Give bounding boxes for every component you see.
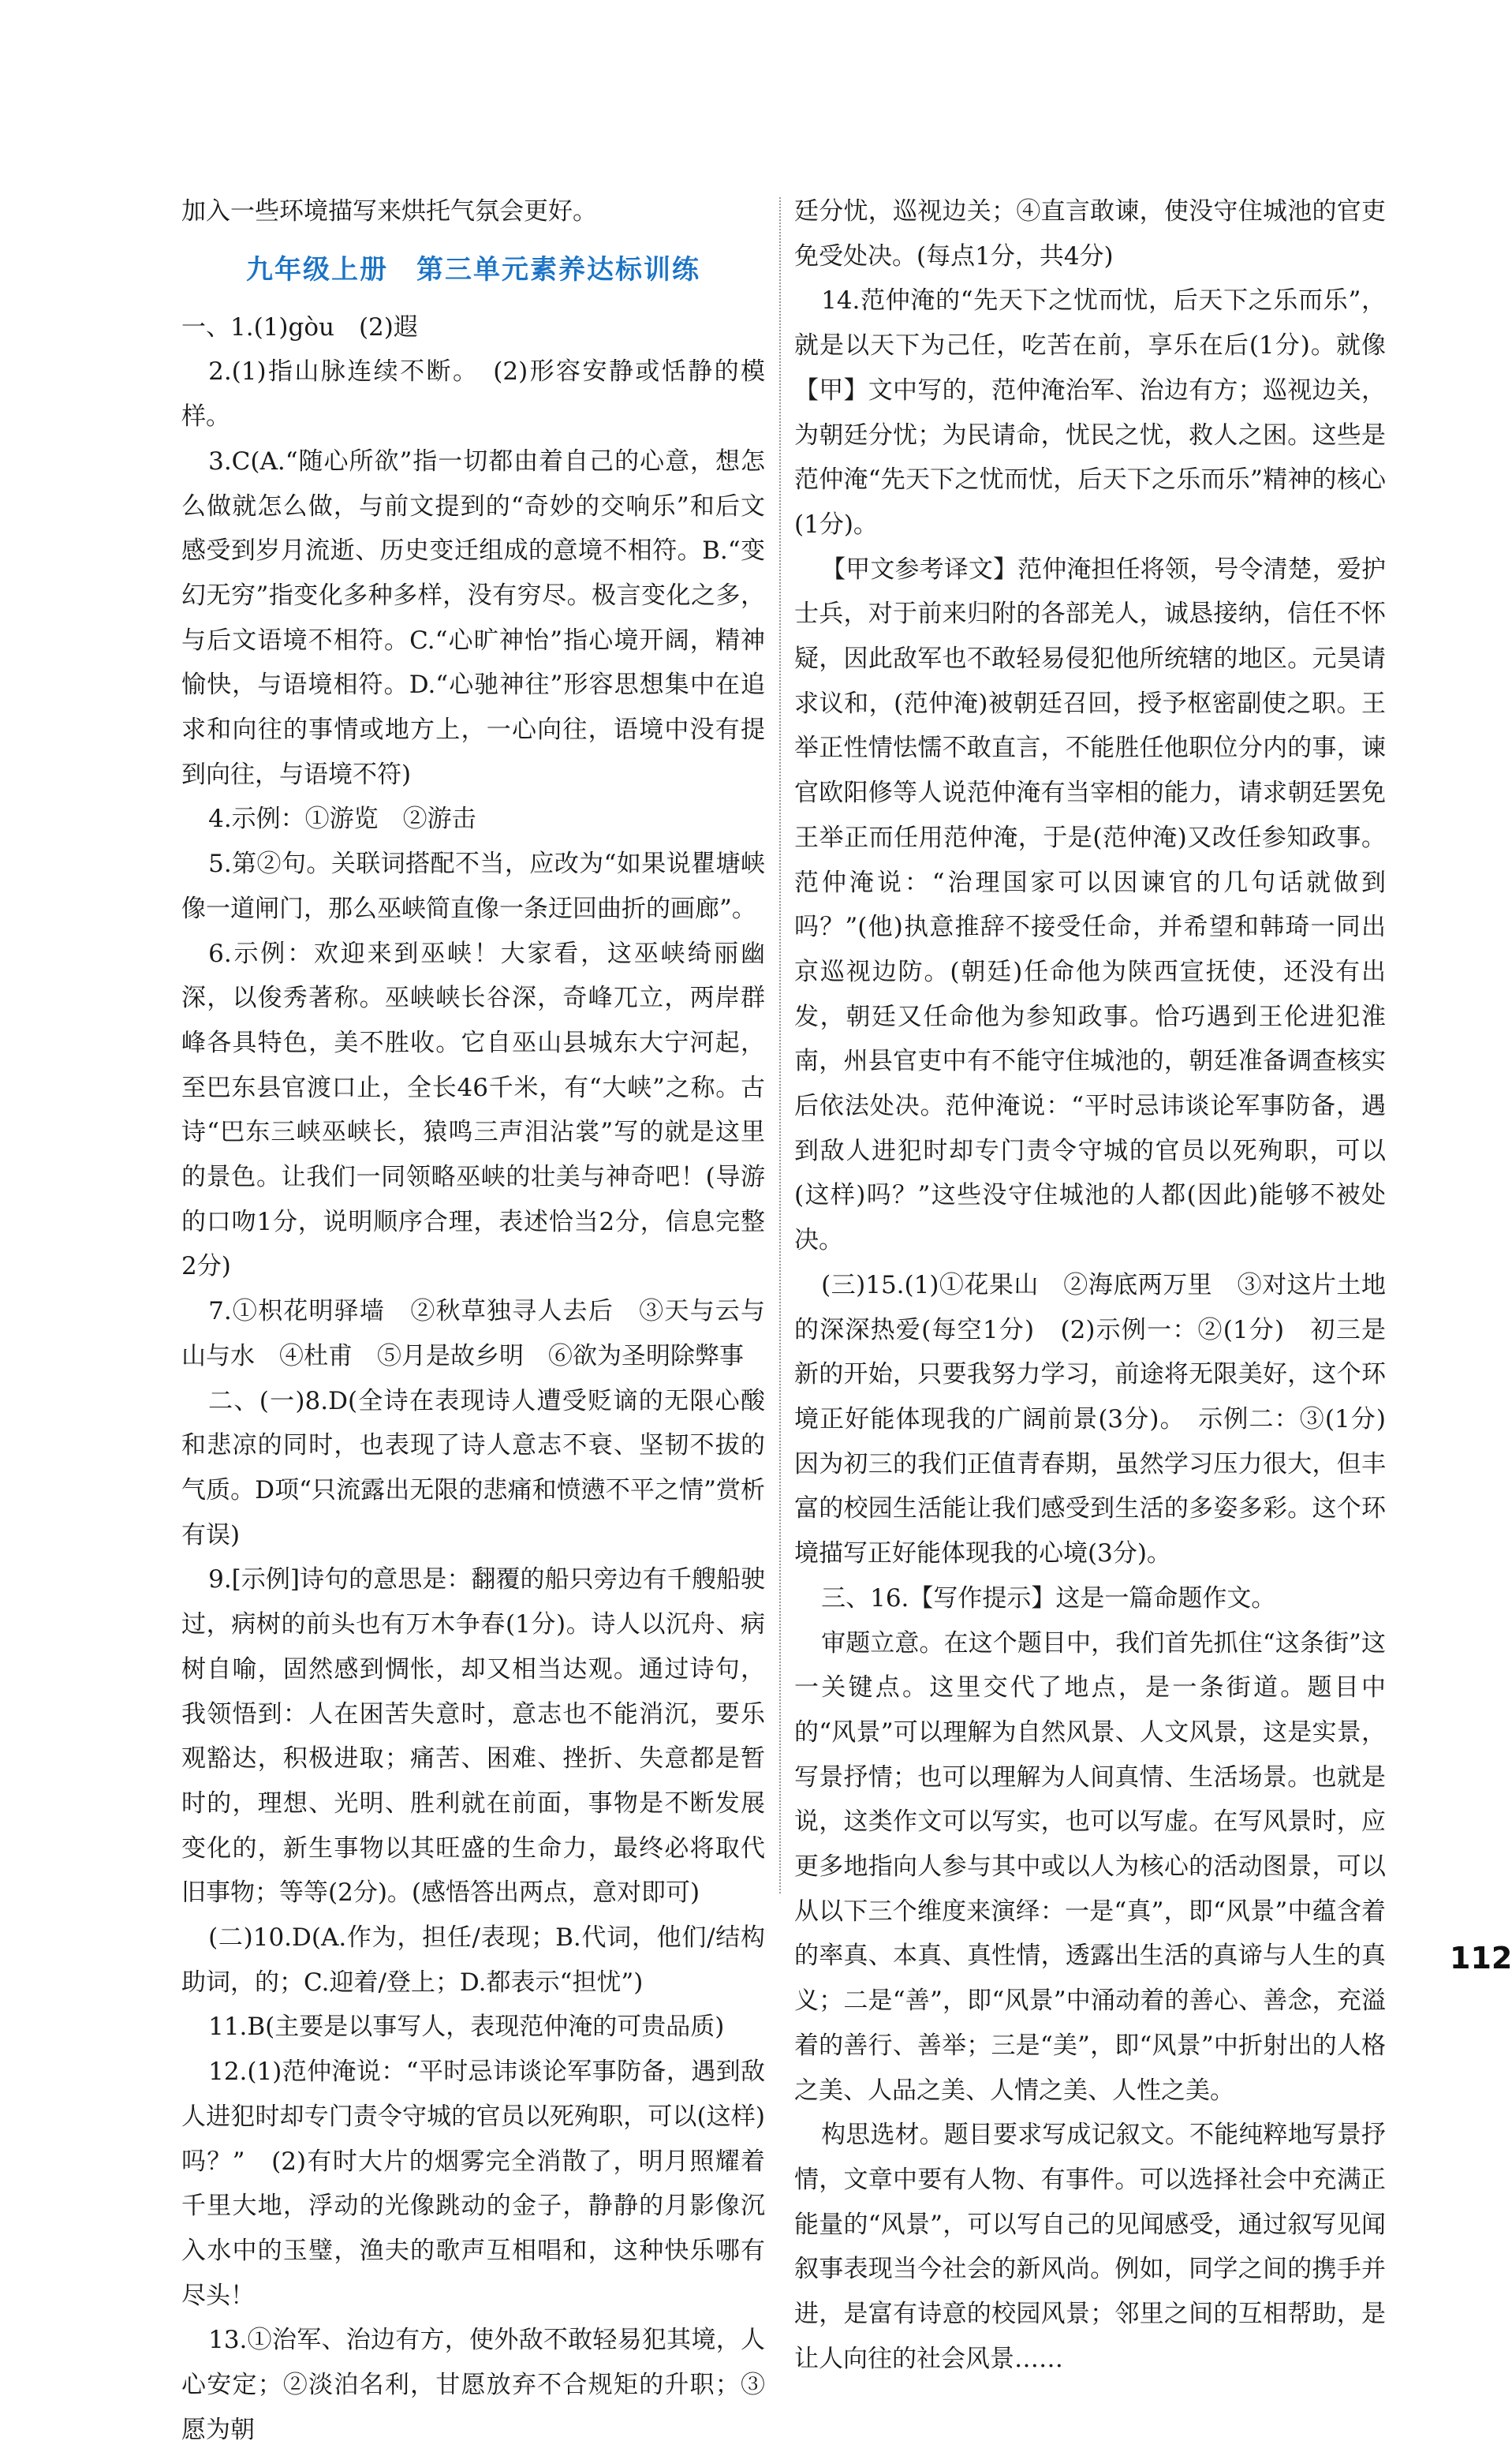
section-heading: 九年级上册 第三单元素养达标训练	[246, 253, 700, 286]
right-column	[794, 189, 1410, 2381]
intro-line: 加入一些环境描写来烘托气氛会更好。	[181, 197, 597, 226]
answer-paragraph: 3.C(A.“随心所欲”指一切都由着自己的心意，想怎么做就怎么做，与前文提到的“奇妙的交响乐”和后文感受到岁月流逝、历史变迁组成的意境不相符。B.“变幻无穷”指变化多种多样，没有穷尽。极言变化之多，与后文语境不相符。C.“心旷神怡”指心境开阔，精神愉快，与语境相符。D.“心驰神往”形容思想集中在追求和向往的事情或地方上，一心向往，语境中没有提到向往，与语境不符)	[181, 447, 765, 789]
answer-paragraph: 12.(1)范仲淹说：“平时忌讳谈论军事防备，遇到敌人进犯时却专门责令守城的官员以死殉职，可以(这样)吗？” (2)有时大片的烟雾完全消散了，明月照耀着千里大地，浮动的光像跳动的金子，静静的月影像沉入水中的玉璧，渔夫的歌声互相唱和，这种快乐哪有尽头！	[181, 2058, 765, 2310]
answer-paragraph: (三)15.(1)①花果山 ②海底两万里 ③对这片土地的深深热爱(每空1分) (2)示例一：②(1分) 初三是新的开始，只要我努力学习，前途将无限美好，这个环境正好能体现我的广阔前景(3分)。 示例二：③(1分) 因为初三的我们正值青春期，虽然学习压力很大，但丰富的校园生活能让我们感受到生活的多姿多彩。这个环境描写正好能体现我的心境(3分)。	[794, 1270, 1410, 1568]
answer-paragraph: 二、(一)8.D(全诗在表现诗人遭受贬谪的无限心酸和悲凉的同时，也表现了诗人意志不衰、坚韧不拔的气质。D项“只流露出无限的悲痛和愤懑不平之情”赏析有误)	[181, 1386, 765, 1549]
answer-paragraph: 2.(1)指山脉连续不断。 (2)形容安静或恬静的模样。	[181, 357, 765, 432]
page-number: 112	[1450, 1941, 1512, 1975]
answer-paragraph: 9.[示例]诗句的意思是：翻覆的船只旁边有千艘船驶过，病树的前头也有万木争春(1分)。诗人以沉舟、病树自喻，固然感到惆怅，却又相当达观。通过诗句，我领悟到：人在困苦失意时，意志也不能消沉，要乐观豁达，积极进取；痛苦、困难、挫折、失意都是暂时的，理想、光明、胜利就在前面，事物是不断发展变化的，新生事物以其旺盛的生命力，最终必将取代旧事物；等等(2分)。(感悟答出两点，意对即可)	[181, 1565, 765, 1908]
answer-paragraph: 4.示例：①游览 ②游击	[208, 805, 476, 834]
answer-paragraph: 11.B(主要是以事写人，表现范仲淹的可贵品质)	[208, 2013, 725, 2042]
answer-paragraph: 13.①治军、治边有方，使外敌不敢轻易犯其境，人心安定；②淡泊名利，甘愿放弃不合规矩的升职；③愿为朝	[181, 2326, 765, 2444]
translation-paragraph: 【甲文参考译文】范仲淹担任将领，号令清楚，爱护士兵，对于前来归附的各部羌人，诚恳接纳，信任不怀疑，因此敌军也不敢轻易侵犯他所统辖的地区。元昊请求议和，(范仲淹)被朝廷召回，授予枢密副使之职。王举正性情怯懦不敢直言，不能胜任他职位分内的事，谏官欧阳修等人说范仲淹有当宰相的能力，请求朝廷罢免王举正而任用范仲淹，于是(范仲淹)又改任参知政事。范仲淹说：“治理国家可以因谏官的几句话就做到吗？”(他)执意推辞不接受任命，并希望和韩琦一同出京巡视边防。(朝廷)任命他为陕西宣抚使，还没有出发，朝廷又任命他为参知政事。恰巧遇到王伦进犯淮南，州县官吏中有不能守住城池的，朝廷准备调查核实后依法处决。范仲淹说：“平时忌讳谈论军事防备，遇到敌人进犯时却专门责令守城的官员以死殉职，可以(这样)吗？”这些没守住城池的人都(因此)能够不被处决。	[794, 555, 1386, 1255]
answer-paragraph: 14.范仲淹的“先天下之忧而忧，后天下之乐而乐”，就是以天下为己任，吃苦在前，享乐在后(1分)。就像【甲】文中写的，范仲淹治军、治边有方；巡视边关，为朝廷分忧；为民请命，忧民之忧，救人之困。这些是范仲淹“先天下之忧而忧，后天下之乐而乐”精神的核心(1分)。	[794, 286, 1386, 539]
answer-paragraph: 5.第②句。关联词搭配不当，应改为“如果说瞿塘峡像一道闸门，那么巫峡简直像一条迂回曲折的画廊”。	[181, 850, 765, 923]
column-divider	[779, 197, 781, 1893]
answer-paragraph: (二)10.D(A.作为，担任/表现；B.代词，他们/结构助词，的；C.迎着/登上；D.都表示“担忧”)	[181, 1923, 765, 1997]
answer-paragraph: 廷分忧，巡视边关；④直言敢谏，使没守住城池的官吏免受处决。(每点1分，共4分)	[794, 197, 1386, 271]
writing-tip-paragraph: 审题立意。在这个题目中，我们首先抓住“这条街”这一关键点。这里交代了地点，是一条街道。题目中的“风景”可以理解为自然风景、人文风景，这是实景，写景抒情；也可以理解为人间真情、生活场景。也就是说，这类作文可以写实，也可以写虚。在写风景时，应更多地指向人参与其中或以人为核心的活动图景，可以从以下三个维度来演绎：一是“真”，即“风景”中蕴含着的率真、本真、真性情，透露出生活的真谛与人生的真义；二是“善”，即“风景”中涌动着的善心、善念，充溢着的善行、善举；三是“美”，即“风景”中折射出的人格之美、人品之美、人情之美、人性之美。	[794, 1628, 1386, 2105]
answer-paragraph: 一、1.(1)gòu (2)遐	[181, 312, 418, 342]
answer-paragraph: 7.①枳花明驿墙 ②秋草独寻人去后 ③天与云与山与水 ④杜甫 ⑤月是故乡明 ⑥欲为圣明除弊事	[181, 1297, 765, 1370]
left-column	[181, 189, 765, 2452]
answer-paragraph: 三、16.【写作提示】这是一篇命题作文。	[821, 1583, 1276, 1613]
writing-tip-paragraph: 构思选材。题目要求写成记叙文。不能纯粹地写景抒情，文章中要有人物、有事件。可以选择社会中充满正能量的“风景”，可以写自己的见闻感受，通过叙写见闻叙事表现当今社会的新风尚。例如，同学之间的携手并进，是富有诗意的校园风景；邻里之间的互相帮助，是让人向往的社会风景……	[794, 2121, 1386, 2373]
answer-paragraph: 6.示例：欢迎来到巫峡！大家看，这巫峡绮丽幽深，以俊秀著称。巫峡峡长谷深，奇峰兀立，两岸群峰各具特色，美不胜收。它自巫山县城东大宁河起，至巴东县官渡口止，全长46千米，有“大峡”之称。古诗“巴东三峡巫峡长，猿鸣三声泪沾裳”写的就是这里的景色。让我们一同领略巫峡的壮美与神奇吧！(导游的口吻1分，说明顺序合理，表述恰当2分，信息完整2分)	[181, 939, 765, 1281]
